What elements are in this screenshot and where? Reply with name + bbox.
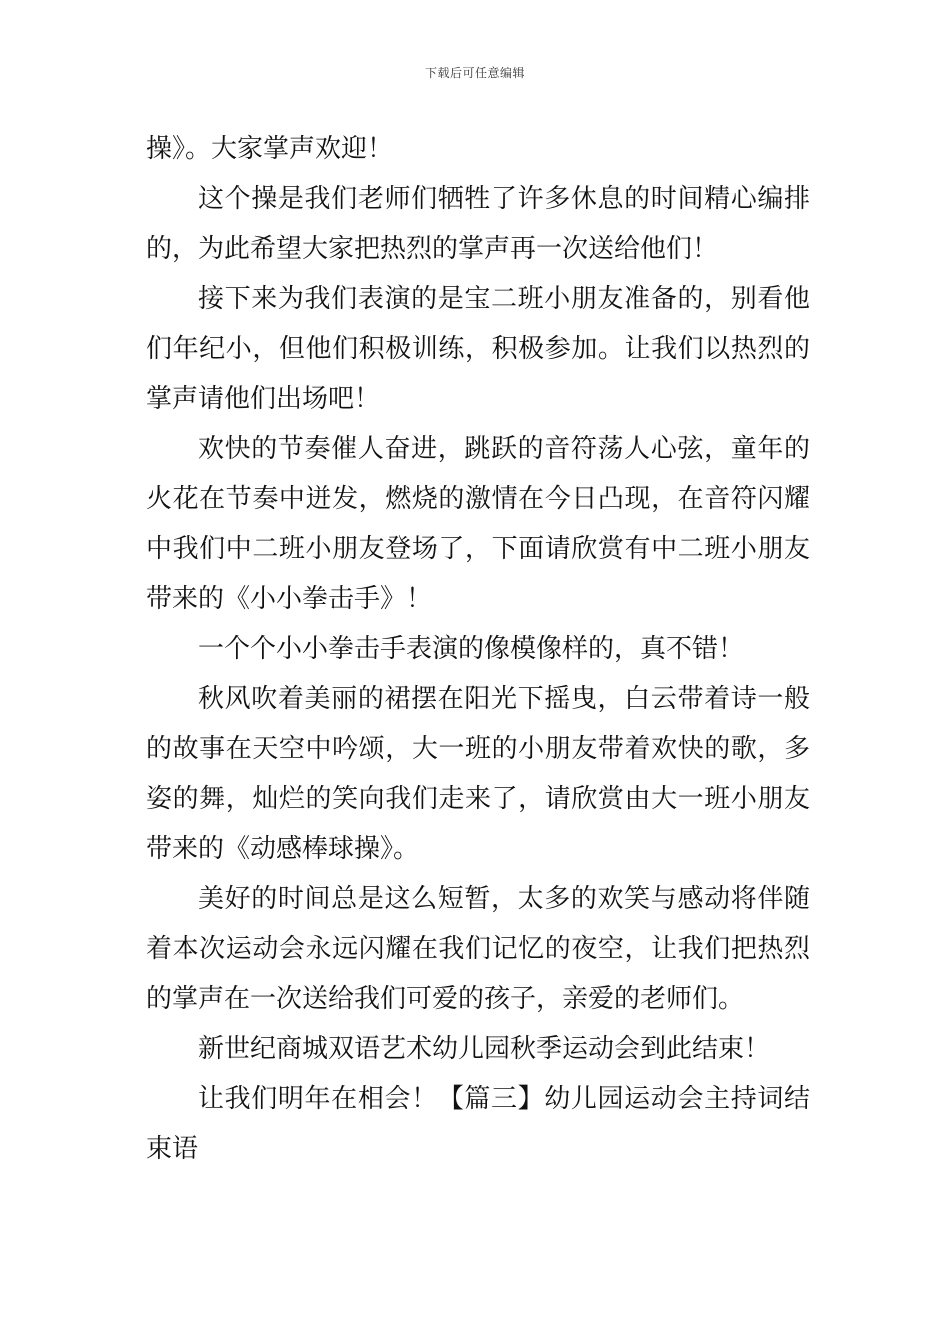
text-line: 新世纪商城双语艺术幼儿园秋季运动会到此结束！	[198, 1034, 771, 1064]
text-line: 束语	[146, 1134, 199, 1164]
text-line: 们年纪小，但他们积极训练，积极参加。让我们以热烈的	[146, 334, 810, 364]
text-line: 火花在节奏中迸发，燃烧的激情在今日凸现，在音符闪耀	[146, 484, 810, 514]
text-line: 的故事在天空中吟颂，大一班的小朋友带着欢快的歌，多	[146, 734, 810, 764]
text-line: 的，为此希望大家把热烈的掌声再一次送给他们！	[146, 234, 719, 264]
text-line: 着本次运动会永远闪耀在我们记忆的夜空，让我们把热烈	[146, 934, 810, 964]
text-line: 一个个小小拳击手表演的像模像样的，真不错！	[198, 634, 745, 664]
text-line: 秋风吹着美丽的裙摆在阳光下摇曳，白云带着诗一般	[198, 684, 810, 714]
text-line: 操》。大家掌声欢迎！	[146, 134, 394, 164]
text-line: 中我们中二班小朋友登场了，下面请欣赏有中二班小朋友	[146, 534, 810, 564]
page-header: 下载后可任意编辑	[424, 66, 525, 80]
text-line: 带来的《动感棒球操》。	[146, 834, 420, 864]
text-line: 姿的舞，灿烂的笑向我们走来了，请欣赏由大一班小朋友	[146, 784, 810, 814]
text-line: 美好的时间总是这么短暂，太多的欢笑与感动将伴随	[198, 884, 810, 914]
text-line: 接下来为我们表演的是宝二班小朋友准备的，别看他	[198, 284, 810, 314]
text-line: 掌声请他们出场吧！	[146, 384, 381, 414]
text-line: 这个操是我们老师们牺牲了许多休息的时间精心编排	[198, 184, 810, 214]
text-line: 带来的《小小拳击手》！	[146, 584, 433, 614]
text-line: 让我们明年在相会！【篇三】幼儿园运动会主持词结	[198, 1084, 810, 1114]
document-body	[146, 124, 810, 1174]
text-line: 欢快的节奏催人奋进，跳跃的音符荡人心弦，童年的	[198, 434, 810, 464]
text-line: 的掌声在一次送给我们可爱的孩子，亲爱的老师们。	[146, 984, 745, 1014]
